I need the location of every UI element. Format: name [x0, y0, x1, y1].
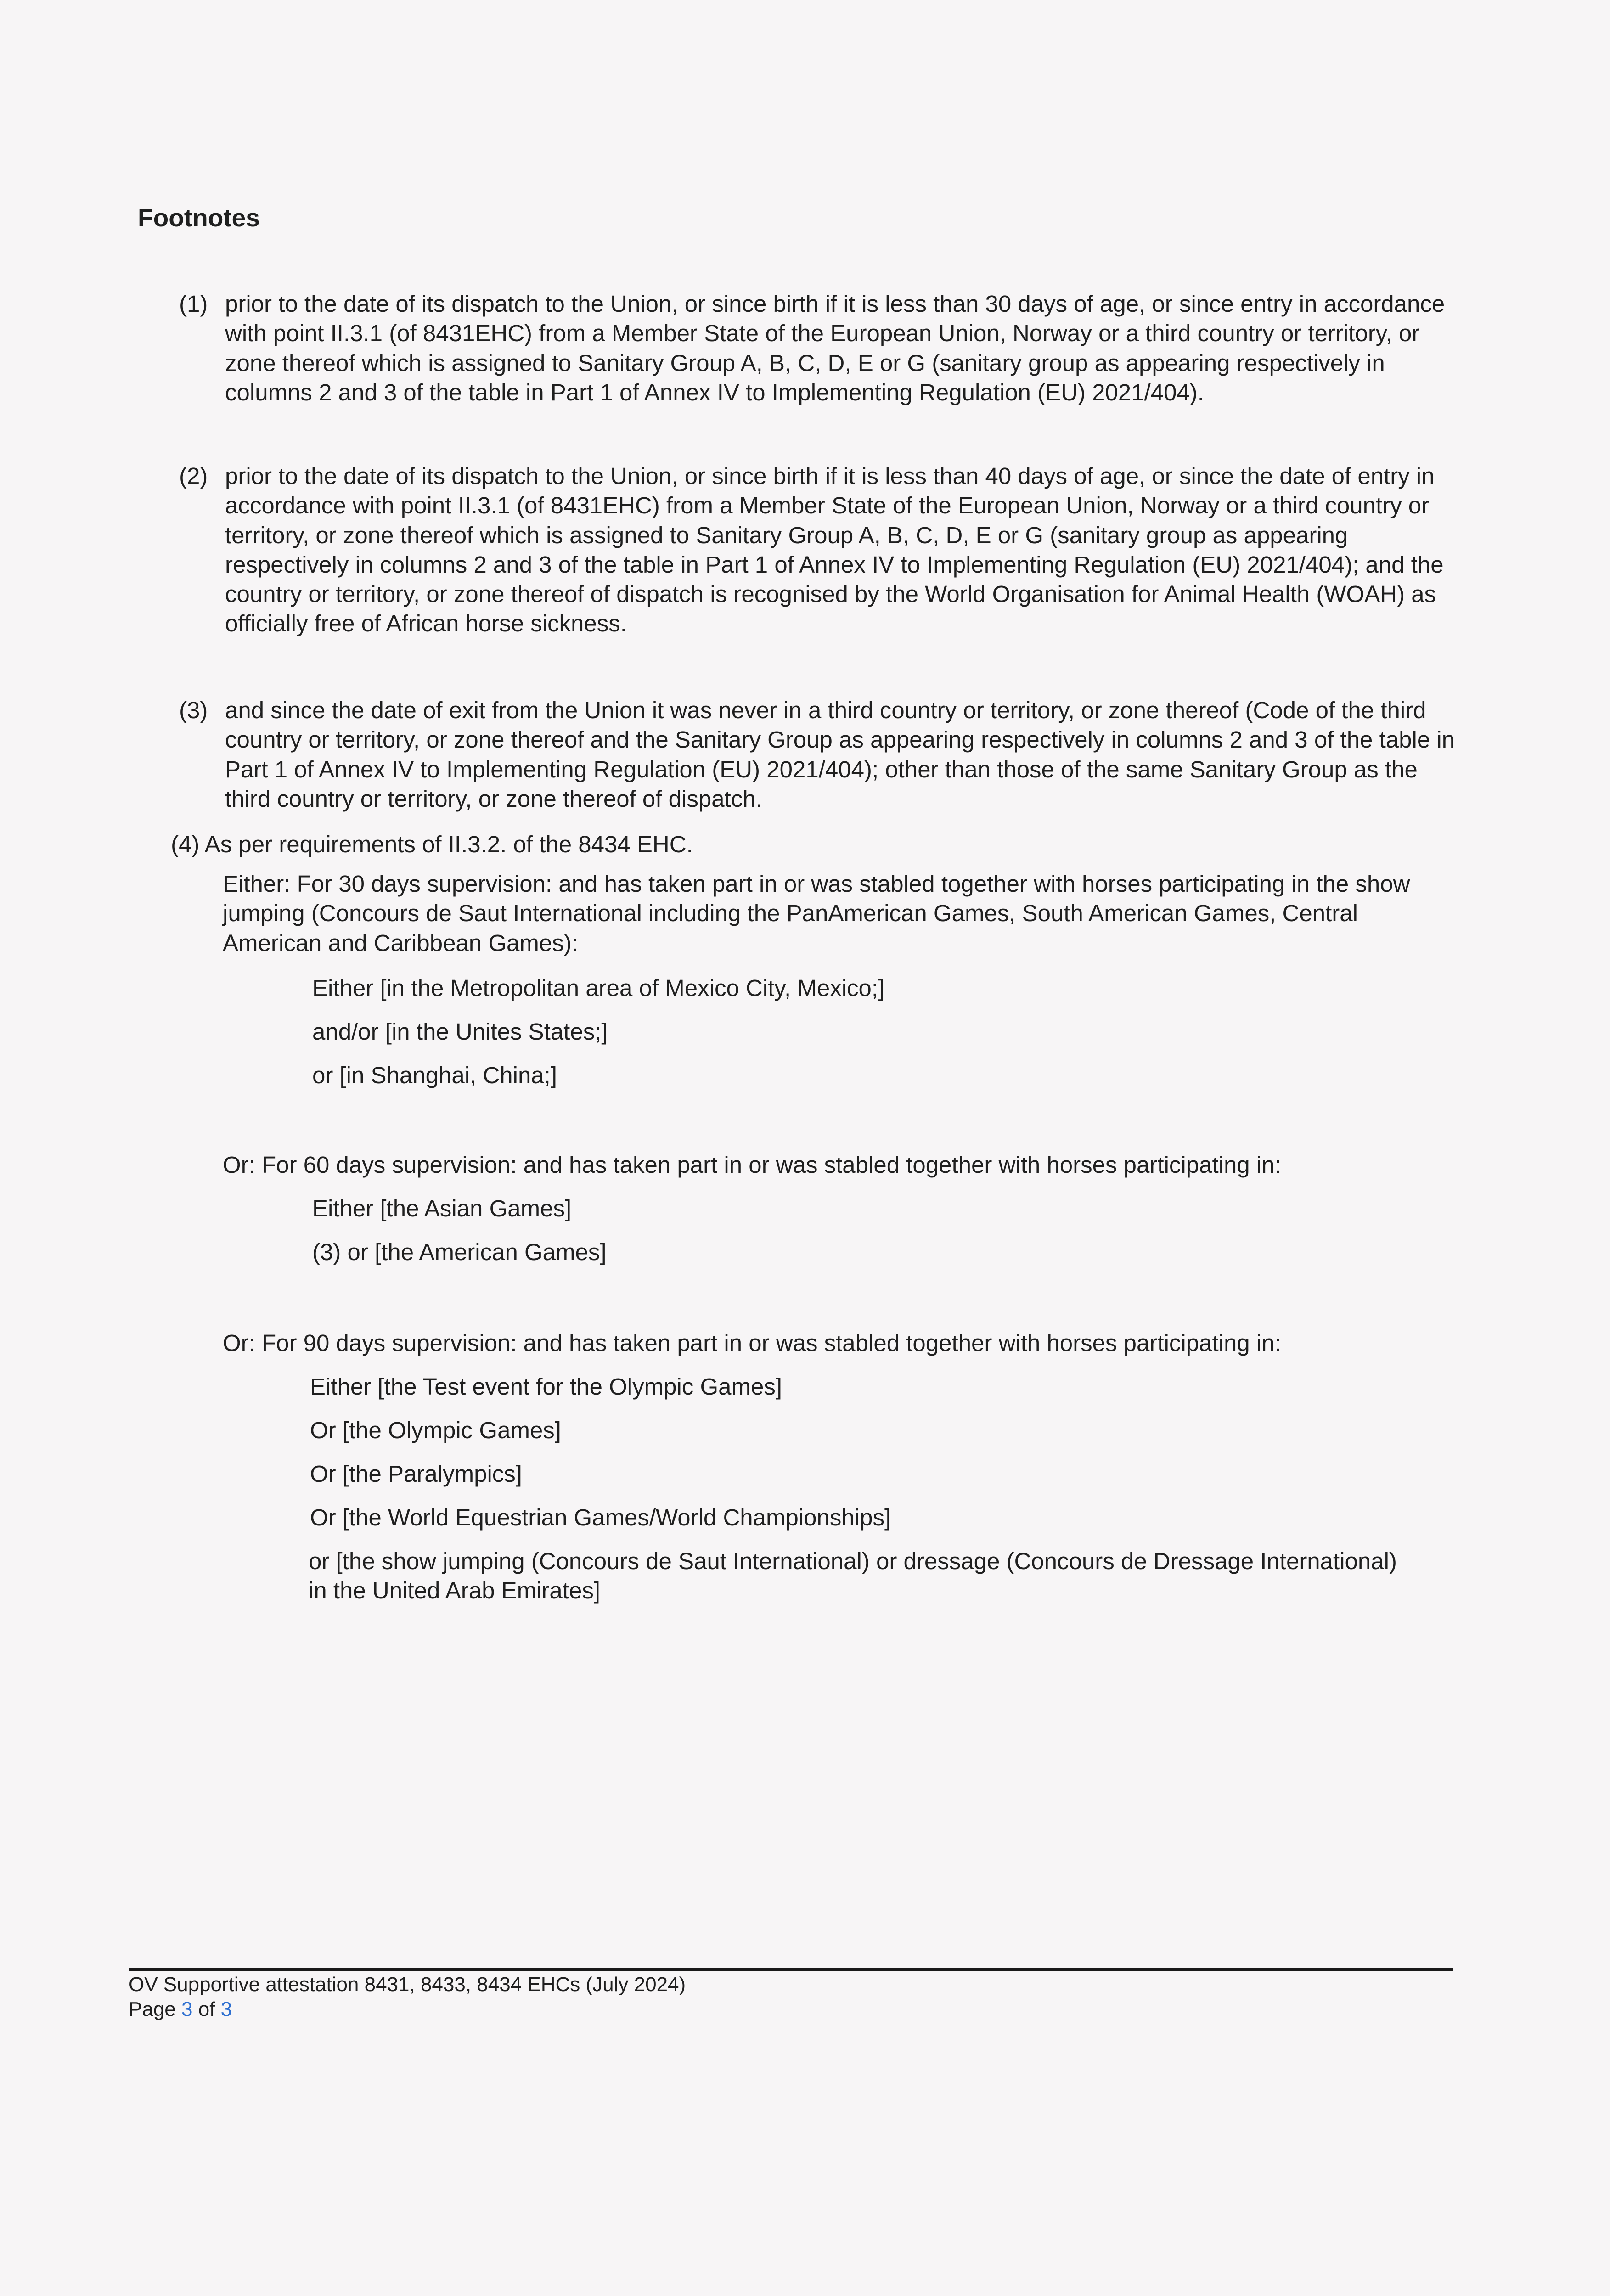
list-item: Or [the Olympic Games] — [310, 1417, 561, 1443]
list-item: or [in Shanghai, China;] — [312, 1062, 557, 1088]
footnote-text: prior to the date of its dispatch to the Union, or since birth if it is less than 40 days of age, or since the date of entry in accordance with point II.3.1 (of 8431EHC) from a Member State of the European Union, Norway or a third country or territory, or zone thereof which is assigned to Sanitary Group A, B, C, D, E or G (sanitary group as appearing respectively in columns 2 and 3 of the table in Part 1 of Annex IV to Implementing Regulation (EU) 2021/404); and the country or territory, or zone thereof of dispatch is recognised by the World Organisation for Animal Health (WOAH) as officially free of African horse sickness. — [225, 463, 1444, 637]
footnote-4-either-30-days: Either: For 30 days supervision: and has taken part in or was stabled together with horses participating in the show jumping (Concours de Saut International including the PanAmerican Games, South American Games, Central American and Caribbean Games): — [223, 871, 1410, 956]
list-item: Or [the Paralympics] — [310, 1461, 522, 1487]
footnote-4-label: (4) As per requirements of II.3.2. of the 8434 EHC. — [171, 831, 693, 857]
footnote-text: and since the date of exit from the Union it was never in a third country or territory, or zone thereof (Code of the third country or territory, or zone thereof and the Sanitary Group as appearing respectively in columns 2 and 3 of the table in Part 1 of Annex IV to Implementing Regulation (EU) 2021/404); other than those of the same Sanitary Group as the third country or territory, or zone thereof of dispatch. — [225, 697, 1455, 812]
list-item: or [the show jumping (Concours de Saut International) or dressage (Concours de Dressage International) in the United Arab Emirates] — [309, 1548, 1397, 1604]
list-item: Or [the World Equestrian Games/World Championships] — [310, 1504, 891, 1531]
footnote-number: (1) — [179, 291, 208, 317]
list-item: Either [the Asian Games] — [312, 1195, 572, 1221]
list-item: and/or [in the Unites States;] — [312, 1019, 608, 1045]
footer-rule — [129, 1968, 1453, 1971]
footnotes-heading: Footnotes — [138, 203, 260, 232]
footnote-number: (3) — [179, 697, 208, 723]
footnote-number: (2) — [179, 463, 208, 489]
current-page: 3 — [181, 1998, 193, 2020]
footnote-text: prior to the date of its dispatch to the Union, or since birth if it is less than 30 days of age, or since entry in accordance with point II.3.1 (of 8431EHC) from a Member State of the European Union, Norway or a third country or territory, or zone thereof which is assigned to Sanitary Group A, B, C, D, E or G (sanitary group as appearing respectively in columns 2 and 3 of the table in Part 1 of Annex IV to Implementing Regulation (EU) 2021/404). — [225, 291, 1445, 405]
page-label: Page — [129, 1998, 176, 2020]
footnote-1 — [179, 289, 1465, 407]
footnote-4-or-60-days: Or: For 60 days supervision: and has taken part in or was stabled together with horses participating in: — [223, 1152, 1281, 1178]
footnote-3 — [179, 696, 1465, 814]
footnote-4-or-90-days: Or: For 90 days supervision: and has taken part in or was stabled together with horses participating in: — [223, 1330, 1281, 1356]
footer-title: OV Supportive attestation 8431, 8433, 8434 EHCs (July 2024) — [129, 1973, 686, 1996]
list-item: (3) or [the American Games] — [312, 1239, 607, 1265]
page-number — [129, 1997, 686, 2022]
page-footer — [129, 1972, 686, 2021]
page-of-label: of — [198, 1998, 215, 2020]
list-item: Either [in the Metropolitan area of Mexico City, Mexico;] — [312, 975, 885, 1001]
total-pages: 3 — [220, 1998, 232, 2020]
footnote-2 — [179, 461, 1465, 639]
list-item: Either [the Test event for the Olympic Games] — [310, 1373, 782, 1400]
